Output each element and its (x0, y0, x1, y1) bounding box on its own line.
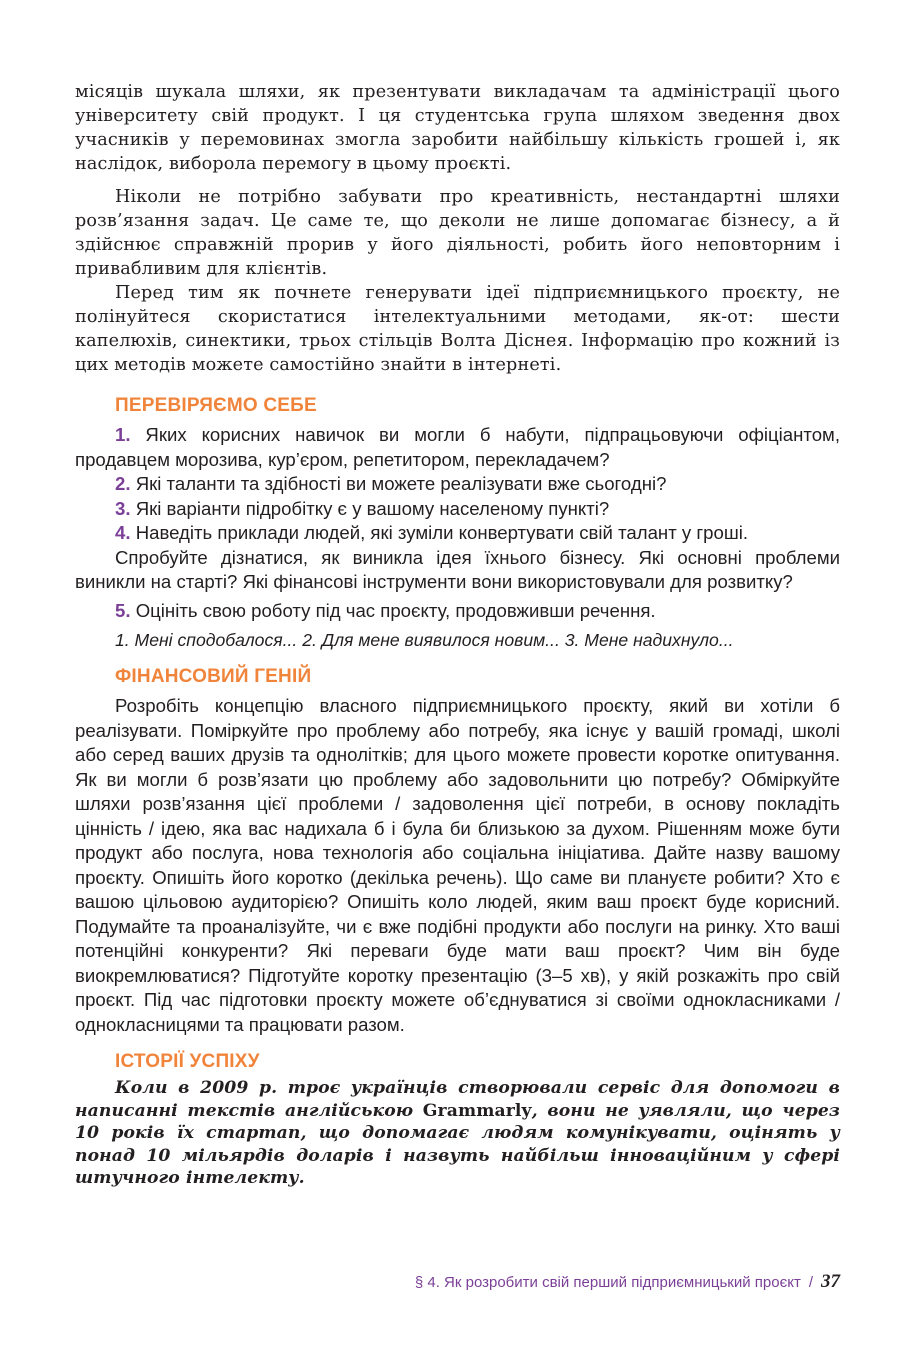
question-2 (75, 472, 840, 497)
intro-paragraph-1: місяців шукала шляхи, як презентувати викладачам та адміністрації цього університету свій продукт. І ця студентська група шляхом зведення двох учасників у перемовинах змогла заробити найбільшу кількість грошей і, як наслідок, виборола перемогу в цьому проєкті. (75, 82, 840, 174)
intro-paragraph-2: Ніколи не потрібно забувати про креативність, нестандартні шляхи розв’язання задач. Це саме те, що деколи не лише допомагає бізнесу, а й здійснює справжній прорив у його діяльності, робить його неповторним і привабливим для клієнтів. (75, 187, 840, 279)
question-3 (75, 497, 840, 522)
footer-section-title: § 4. Як розробити свій перший підприємницький проєкт (414, 1274, 801, 1291)
check-yourself-heading: ПЕРЕВІРЯЄМО СЕБЕ (115, 395, 317, 416)
grammarly-brand: Grammarly (422, 1100, 532, 1121)
question-5-number: 5. (115, 599, 131, 621)
question-4-continuation: Спробуйте дізнатися, як виникла ідея їхнього бізнесу. Які основні проблеми виникли на старті? Які фінансові інструменти вони використовували для розвитку? (75, 546, 840, 592)
question-3-number: 3. (115, 497, 131, 519)
page-footer (415, 1271, 840, 1293)
question-5-prompts: 1. Мені сподобалося... 2. Для мене виявилося новим... 3. Мене надихнуло... (115, 630, 734, 650)
question-2-text: Які таланти та здібності ви можете реалізувати вже сьогодні? (135, 473, 667, 494)
question-4 (75, 521, 840, 546)
footer-separator: / (808, 1274, 813, 1291)
question-1-text: Яких корисних навичок ви могли б набути, підпрацьовуючи офіціантом, продавцем морозива, кур’єром, репетитором, перекладачем? (75, 424, 840, 470)
question-4-text: Наведіть приклади людей, які зуміли конвертувати свій талант у гроші. (135, 522, 749, 543)
financial-genius-text: Розробіть концепцію власного підприємницького проєкту, який ви хотіли б реалізувати. Поміркуйте про проблему або потребу, яка існує у вашій громаді, школі або серед ваших друзів та однолітків; для цього можете провести коротке опитування. Як ви могли б розв’язати цю проблему або задовольнити цю потребу? Обміркуйте шляхи розв’язання цієї проблеми / задоволення цієї потреби, в основу покладіть цінність / ідею, яка вас надихала б і була би близькою за духом. Рішенням може бути продукт або послуга, нова технологія або соціальна ініціатива. Дайте назву вашому проєкту. Опишіть його коротко (декілька речень). Що саме ви плануєте робити? Хто є вашою цільовою аудиторією? Опишіть коло людей, яким ваш проєкт буде корисний. Подумайте та проаналізуйте, чи є вже подібні продукти або послуги на ринку. Хто ваші потенційні конкуренти? Які переваги буде мати ваш проєкт? Чим він буде виокремлюватися? Підготуйте коротку презентацію (3–5 хв), у якій розкажіть про свій проєкт. Під час підготовки проєкту можете об’єднуватися зі своїми однокласниками / однокласницями та працювати разом. (75, 695, 840, 1035)
question-3-text: Які варіанти підробітку є у вашому населеному пункті? (135, 497, 610, 519)
financial-genius-heading: ФІНАНСОВИЙ ГЕНІЙ (115, 666, 312, 687)
page-content (75, 80, 840, 1190)
intro-paragraph-3: Перед тим як почнете генерувати ідеї підприємницького проєкту, не полінуйтеся скористатися інтелектуальними методами, як-от: шести капелюхів, синектики, трьох стільців Волта Діснея. Інформацію про кожний із цих методів можете самостійно знайти в інтернеті. (75, 283, 840, 375)
check-yourself-questions (75, 423, 840, 623)
question-1 (75, 423, 840, 472)
success-story-text: Коли в 2009 р. троє українців створювали сервіс для допомоги в написанні текстів англійською Grammarly, вони не уявляли, що через 10 років їх стартап, що допомагає людям комунікувати, оцінять у понад 10 мільярдів доларів і назвуть найбільш інноваційним у сфері штучного інтелекту. (75, 1078, 840, 1188)
question-4-number: 4. (115, 522, 131, 543)
question-1-number: 1. (115, 424, 131, 445)
question-2-number: 2. (115, 473, 131, 494)
success-stories-heading: ІСТОРІЇ УСПІХУ (115, 1051, 260, 1072)
question-5-text: Оцініть свою роботу під час проєкту, продовживши речення. (135, 599, 656, 621)
question-5 (75, 599, 840, 624)
page-number: 37 (821, 1271, 840, 1292)
